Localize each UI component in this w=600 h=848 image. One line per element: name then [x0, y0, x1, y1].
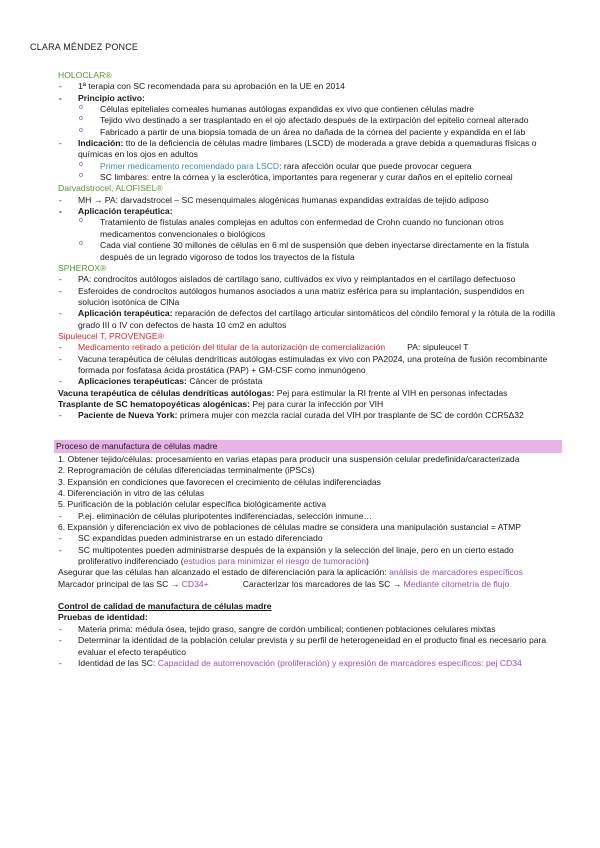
control-item-3 [58, 658, 558, 669]
sipuleucel-title: Sipuleucel T, PROVENGE® [58, 330, 164, 341]
darvad-line1: - MH → PA: darvadstrocel – SC mesenquimales alogénicas humanas expandidas extraídas de tejido adiposo [58, 195, 558, 206]
proceso-step-5: 5. Purificación de la población celular específica biológicamente activa [58, 499, 326, 510]
author-name: CLARA MÉNDEZ PONCE [30, 42, 139, 52]
spherox-aplicacion [58, 308, 558, 331]
paciente-line [58, 410, 558, 421]
spherox-line1: - PA: condrocitos autólogos aislados de cartílago sano, cultivados ex vivo y reimplantados en el cartílago defectuoso [58, 274, 558, 285]
indicacion-label: Indicación: [78, 138, 124, 149]
identidad-purple: Capacidad de autorrenovación (proliferación) y expresión de marcadores específicos: pej CD34 [157, 657, 522, 668]
marcador-line [58, 579, 558, 590]
spherox-line2: - Esferoides de condrocitos autólogos humanos asociados a una matriz esférica para su implantación, suspendidos en solución isotónica de ClNa [58, 286, 558, 309]
retirado-text: Medicamento retirado a petición del titular de la autorización de comercialización [78, 342, 386, 353]
sipuleucel-apl-text: Cáncer de próstata [186, 376, 263, 387]
darvad-title: Darvadstrocel, ALOFISEL® [58, 183, 163, 194]
control-item-1: - Materia prima: médula ósea, tejido graso, sangre de cordón umbilical; contienen poblaciones celulares mixtas [58, 624, 558, 635]
spherox-title: SPHEROX® [58, 262, 107, 273]
caracterizar-purple: Mediante citometría de flujo [403, 578, 510, 589]
primer-medicamento: Primer medicamento recomendado para LSCD [100, 160, 280, 171]
s6b-purple: estudios para minimizar el riesgo de tumoración [183, 556, 367, 567]
holoclar-title: HOLOCLAR® [58, 70, 112, 80]
proceso-step-3: 3. Expansión en condiciones que favorecen el crecimiento de células indiferenciadas [58, 476, 381, 487]
marcador-text: Marcador principal de las SC → [58, 578, 182, 589]
darvad-sub-1: o Tratamiento de fístulas anales complejas en adultos con enfermedad de Crohn cuando no funcionan otros medicamentos convencionales o biológicos [58, 217, 558, 240]
holoclar-indicacion [58, 138, 558, 161]
s6b-text: SC multipotentes pueden administrarse después de la expansión y la selección del linaje, pero en un cierto estado proliferativo indiferenciado ( [78, 544, 514, 567]
control-item-2: - Determinar la identidad de la población celular prevista y su perfil de heterogeneidad en el producto final es necesario para evaluar el efecto terapéutico [58, 635, 558, 658]
spherox-aplicacion-text: reparación de defectos del cartílago articular sintomáticos del cóndilo femoral y la rótula de la rodilla grado III o IV con defectos de hasta 10 cm2 en adultos [78, 308, 556, 330]
trasplante-label: Trasplante de SC hematopoyéticas alogénicas: [58, 398, 250, 409]
asegurar-purple: análisis de marcadores específicos [389, 567, 523, 578]
vacuna-label: Vacuna terapéutica de células dendríticas autólogas: [58, 387, 275, 398]
trasplante-line [58, 399, 558, 410]
holoclar-sub-1: o Células epiteliales corneales humanas autólogas expandidas ex vivo que contienen células madre [58, 104, 558, 115]
identidad-label: Identidad de las SC: [78, 657, 158, 668]
holoclar-sub-5: o SC limbares: entre la córnea y la esclerótica, importantes para regenerar y curar daños en el epitelio corneal [58, 172, 558, 183]
holoclar-sub-2: o Tejido vivo destinado a ser trasplantado en el ojo afectado después de la extirpación del epitelio corneal alterado [58, 115, 558, 126]
spherox-aplicacion-label: Aplicación terapéutica: [78, 308, 173, 319]
paciente-label: Paciente de Nueva York: [78, 410, 178, 421]
holoclar-line1: - 1ª terapia con SC recomendada para su aprobación en la UE en 2014 [58, 81, 558, 92]
marcador-purple: CD34+ [181, 578, 209, 589]
indicacion-text: tto de la deficiencia de células madre limbares (LSCD) de moderada a grave debida a quemaduras físicas o químicas en los ojos en adultos [78, 138, 537, 160]
vacuna-text: Pej para estimular la RI frente al VIH en personas infectadas [274, 387, 508, 398]
asegurar-line [58, 567, 558, 578]
sipuleucel-line2: - Vacuna terapéutica de células dendríticas autólogas estimuladas ex vivo con PA2024, una proteína de fusión recombinante formada por fosfatasa ácida prostática (PAP) + GM-CSF como inmunógeno [58, 354, 558, 377]
holoclar-sub-3: o Fabricado a partir de una biopsia tomada de un área no dañada de la córnea del paciente y expandida en el lab [58, 127, 558, 138]
pruebas-label: Pruebas de identidad: [58, 612, 148, 623]
sipuleucel-pa: PA: sipuleucel T [407, 342, 469, 353]
darvad-aplicacion: - Aplicación terapéutica: [58, 206, 558, 217]
s6b-end: ) [366, 556, 369, 567]
holoclar-sub-4 [58, 161, 558, 172]
holoclar-principio: - Principio activo: [58, 93, 558, 104]
proceso-step-6: 6. Expansión y diferenciación ex vivo de poblaciones de células madre se considera una manipulación sustancial = ATMP [58, 522, 521, 533]
sipuleucel-aplicaciones [58, 376, 558, 387]
darvad-sub-2: o Cada vial contiene 30 millones de células en 6 ml de suspensión que deben inyectarse directamente en la fístula después de un legrado vigoroso de todos los trayectos de la fístula [58, 240, 558, 263]
paciente-text: primera mujer con mezcla racial curada del VIH por trasplante de SC de cordón CCR5Δ32 [177, 410, 524, 421]
proceso-title: Proceso de manufactura de células madre [54, 440, 562, 453]
trasplante-text: Pej para curar la infección por VIH [250, 398, 384, 409]
notes-content [58, 70, 558, 669]
vacuna-line [58, 388, 558, 399]
primer-medicamento-rest: : rara afección ocular que puede provocar ceguera [279, 160, 472, 171]
asegurar-text: Asegurar que las células han alcanzado el estado de diferenciación para la aplicación: [58, 567, 390, 578]
sipuleucel-line1 [58, 342, 558, 353]
control-title: Control de calidad de manufactura de células madre [58, 601, 272, 612]
proceso-step-5-sub: - P.ej. eliminación de células pluripotentes indiferenciadas, selección inmune… [58, 511, 558, 522]
sipuleucel-apl-label: Aplicaciones terapéuticas: [78, 376, 187, 387]
proceso-step-6-sub-2 [58, 545, 558, 568]
proceso-step-4: 4. Diferenciación in vitro de las células [58, 488, 205, 499]
proceso-step-2: 2. Reprogramación de células diferenciadas terminalmente (iPSCs) [58, 465, 315, 476]
proceso-step-1: 1. Obtener tejido/células: procesamiento en varias etapas para producir una suspensión celular predefinida/caracterizada [58, 454, 520, 464]
caracterizar-text: Caracterizar los marcadores de las SC → [242, 578, 404, 589]
proceso-step-6-sub-1: - SC expandidas pueden administrarse en un estado diferenciado [58, 533, 558, 544]
